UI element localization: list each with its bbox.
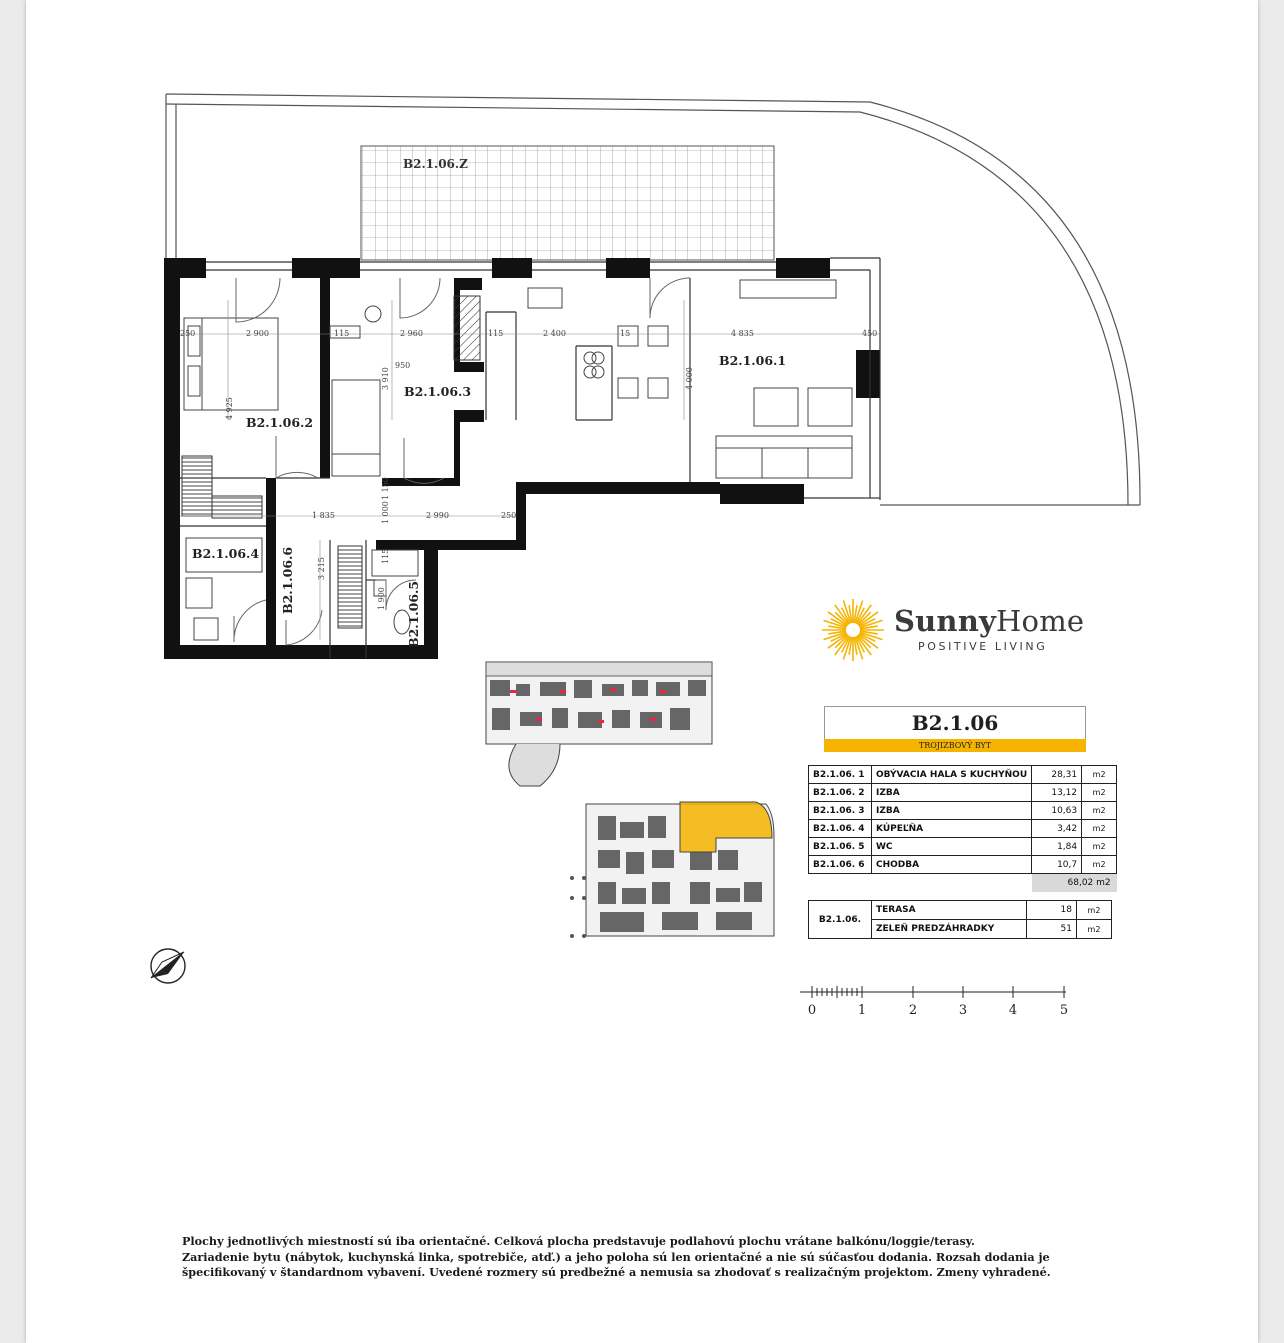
room-code: B2.1.06. 2 xyxy=(809,784,872,802)
area-unit: m2 xyxy=(1077,920,1112,939)
room-area: 1,84 xyxy=(1032,838,1082,856)
room-name: KÚPEĽŇA xyxy=(872,820,1032,838)
area-unit: m2 xyxy=(1077,901,1112,920)
wardrobe xyxy=(212,496,262,518)
scale-label: 4 xyxy=(1008,1003,1018,1018)
brand-name: SunnyHome xyxy=(894,604,1085,638)
wardrobe xyxy=(182,456,212,516)
scale-bar xyxy=(800,986,1066,998)
room-area: 13,12 xyxy=(1032,784,1082,802)
scale-label: 1 xyxy=(857,1003,867,1018)
table-row xyxy=(809,766,1117,784)
building-key-plan-2 xyxy=(570,802,774,938)
svg-text:15: 15 xyxy=(620,329,631,338)
area-unit: m2 xyxy=(1082,856,1117,874)
scale-label: 2 xyxy=(908,1003,918,1018)
svg-text:250: 250 xyxy=(501,511,517,520)
svg-text:2 900: 2 900 xyxy=(246,329,269,338)
north-arrow-icon xyxy=(151,949,185,983)
scale-label: 5 xyxy=(1059,1003,1069,1018)
room-areas-table xyxy=(808,765,1117,892)
room-name: IZBA xyxy=(872,802,1032,820)
wardrobe xyxy=(338,546,362,628)
svg-text:115: 115 xyxy=(381,548,390,564)
outdoor-areas-table xyxy=(808,900,1112,939)
room-label-bedroom: B2.1.06.2 xyxy=(246,415,314,430)
room-name: WC xyxy=(872,838,1032,856)
unit-code: B2.1.06 xyxy=(911,711,999,735)
table-row xyxy=(809,901,1112,920)
room-label-wc: B2.1.06.5 xyxy=(406,580,421,648)
room-name: CHODBA xyxy=(872,856,1032,874)
outdoor-name: TERASA xyxy=(872,901,1027,920)
area-unit: m2 xyxy=(1082,838,1117,856)
unit-code-cell: B2.1.06. xyxy=(809,901,872,939)
table-row xyxy=(809,802,1117,820)
table-row xyxy=(809,856,1117,874)
svg-text:4 000: 4 000 xyxy=(685,367,694,390)
room-code: B2.1.06. 1 xyxy=(809,766,872,784)
total-row xyxy=(809,874,1117,893)
disclaimer-text xyxy=(182,1234,1082,1281)
svg-text:950: 950 xyxy=(395,361,411,370)
area-unit: m2 xyxy=(1082,802,1117,820)
room-code: B2.1.06. 5 xyxy=(809,838,872,856)
table-row xyxy=(809,784,1117,802)
brand-tagline: POSITIVE LIVING xyxy=(918,640,1048,653)
total-area: 68,02 m2 xyxy=(1032,874,1117,893)
building-key-plan-1 xyxy=(486,662,712,786)
svg-text:2 960: 2 960 xyxy=(400,329,423,338)
svg-text:1 000: 1 000 xyxy=(381,501,390,524)
room-label-hall: B2.1.06.6 xyxy=(280,546,295,614)
outdoor-area: 51 xyxy=(1027,920,1077,939)
wardrobe xyxy=(454,296,480,360)
unit-header xyxy=(824,706,1086,739)
room-label-living: B2.1.06.1 xyxy=(719,353,787,368)
room-code: B2.1.06. 6 xyxy=(809,856,872,874)
room-label-bathroom: B2.1.06.4 xyxy=(192,546,260,561)
scale-label: 3 xyxy=(958,1003,968,1018)
svg-text:4 925: 4 925 xyxy=(225,397,234,420)
svg-text:450: 450 xyxy=(862,329,878,338)
table-row xyxy=(809,820,1117,838)
table-row xyxy=(809,838,1117,856)
room-area: 10,7 xyxy=(1032,856,1082,874)
svg-text:2 990: 2 990 xyxy=(426,511,449,520)
room-code: B2.1.06. 4 xyxy=(809,820,872,838)
outdoor-area: 18 xyxy=(1027,901,1077,920)
svg-text:115: 115 xyxy=(334,329,350,338)
svg-text:3 215: 3 215 xyxy=(317,557,326,580)
svg-text:250: 250 xyxy=(180,329,196,338)
svg-text:2 400: 2 400 xyxy=(543,329,566,338)
disclaimer-line: špecifikovaný v štandardnom vybavení. Uvedené rozmery sú predbežné a nemusia sa zhodovať s realizačným projektom. Zmeny vyhradené. xyxy=(182,1265,1051,1279)
area-unit: m2 xyxy=(1082,784,1117,802)
unit-type: TROJIZBOVÝ BYT xyxy=(824,739,1086,752)
disclaimer-line: Plochy jednotlivých miestností sú iba orientačné. Celková plocha predstavuje podlahovú plochu vrátane balkónu/loggie/terasy. xyxy=(182,1234,975,1248)
outdoor-name: ZELEŇ PREDZÁHRADKY xyxy=(872,920,1027,939)
room-area: 28,31 xyxy=(1032,766,1082,784)
area-unit: m2 xyxy=(1082,820,1117,838)
room-name: OBÝVACIA HALA S KUCHYŇOU xyxy=(872,766,1032,784)
room-label-terrace: B2.1.06.Z xyxy=(403,157,468,171)
svg-text:4 835: 4 835 xyxy=(731,329,754,338)
scale-label: 0 xyxy=(807,1003,817,1018)
svg-text:115: 115 xyxy=(488,329,504,338)
area-unit: m2 xyxy=(1082,766,1117,784)
svg-text:1 900: 1 900 xyxy=(377,587,386,610)
room-area: 10,63 xyxy=(1032,802,1082,820)
room-code: B2.1.06. 3 xyxy=(809,802,872,820)
room-area: 3,42 xyxy=(1032,820,1082,838)
svg-text:3 910: 3 910 xyxy=(381,367,390,390)
disclaimer-line: Zariadenie bytu (nábytok, kuchynská linka, spotrebiče, atď.) a jeho poloha sú len orientačné a nie sú súčasťou dodania. Rozsah dodania je xyxy=(182,1249,1050,1264)
svg-text:1 835: 1 835 xyxy=(312,511,335,520)
room-label-room3: B2.1.06.3 xyxy=(404,384,472,399)
sun-logo-icon xyxy=(822,599,884,661)
room-name: IZBA xyxy=(872,784,1032,802)
svg-text:1 150: 1 150 xyxy=(381,477,390,500)
